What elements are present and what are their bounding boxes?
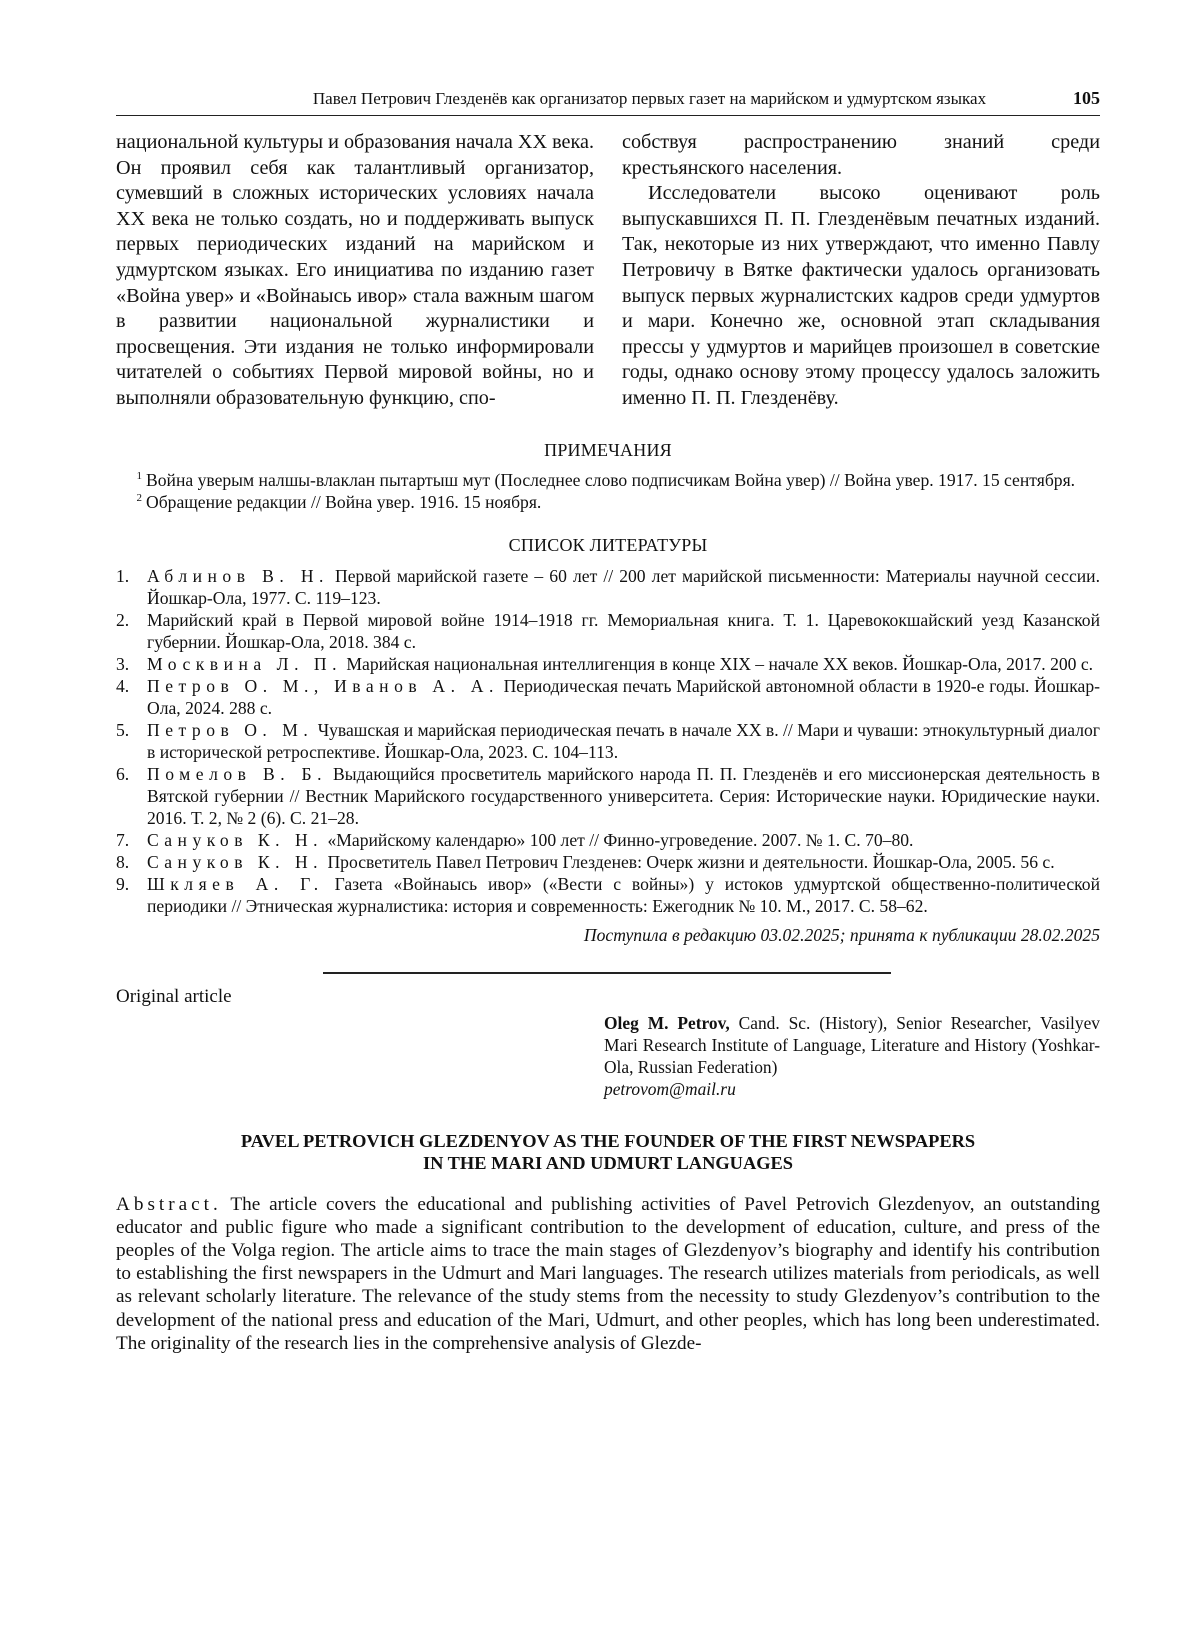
reference-item: [116, 851, 1100, 873]
journal-page: [116, 88, 1100, 1355]
note-marker: 2: [136, 491, 142, 504]
running-header: [116, 88, 1100, 116]
right-column: [622, 130, 1100, 412]
reference-number: 7.: [116, 829, 130, 850]
reference-item: [116, 565, 1100, 609]
reference-text: Чувашская и марийская периодическая печать в начале XX в. // Мари и чуваши: этнокультурный диалог в исторической ретроспективе. Йошкар-Ола, 2023. С. 104–113.: [147, 719, 1100, 762]
notes-heading: ПРИМЕЧАНИЯ: [544, 439, 672, 460]
reference-number: 6.: [116, 763, 130, 784]
english-title-line: IN THE MARI AND UDMURT LANGUAGES: [422, 1153, 794, 1174]
reference-number: 9.: [116, 873, 130, 894]
reference-text: Марийская национальная интеллигенция в конце XIX – начале XX веков. Йошкар-Ола, 2017. 200 с.: [346, 653, 1094, 674]
english-title-line: PAVEL PETROVICH GLEZDENYOV AS THE FOUNDER OF THE FIRST NEWSPAPERS: [240, 1130, 976, 1151]
reference-text: Просветитель Павел Петрович Глезденев: Очерк жизни и деятельности. Йошкар-Ола, 2005. 56 с.: [327, 851, 1055, 872]
reference-item: [116, 763, 1100, 829]
reference-author: Петров О. М., Иванов А. А.: [147, 675, 499, 696]
reference-author: Аблинов В. Н.: [147, 565, 329, 586]
reference-text: «Марийскому календарю» 100 лет // Финно-угроведение. 2007. № 1. С. 70–80.: [327, 829, 914, 850]
article-type: Original article: [116, 985, 232, 1007]
reference-author: Москвина Л. П.: [147, 653, 342, 674]
note-item: [116, 469, 1100, 491]
reference-text: Первой марийской газете – 60 лет // 200 лет марийской письменности: Материалы научной сессии. Йошкар-Ола, 1977. С. 119–123.: [147, 565, 1100, 608]
reference-item: [116, 829, 1100, 851]
reference-author: Сануков К. Н.: [147, 829, 324, 850]
received-note: Поступила в редакцию 03.02.2025; принята к публикации 28.02.2025: [583, 924, 1100, 945]
reference-number: 5.: [116, 719, 130, 740]
reference-item: [116, 609, 1100, 653]
note-text: Обращение редакции // Война увер. 1916. 15 ноября.: [146, 491, 542, 512]
left-column: [116, 130, 594, 412]
body-columns: [116, 130, 1100, 412]
body-paragraph: собствуя распространению знаний среди крестьянского населения.: [622, 131, 1100, 179]
reference-item: [116, 675, 1100, 719]
reference-text: Марийский край в Первой мировой войне 1914–1918 гг. Мемориальная книга. Т. 1. Царевококшайский уезд Казанской губернии. Йошкар-Ола, 2018. 384 с.: [147, 609, 1100, 652]
reference-number: 4.: [116, 675, 130, 696]
section-divider: [323, 972, 891, 974]
reference-author: Помелов В. Б.: [147, 763, 328, 784]
page-number: 105: [1073, 88, 1100, 108]
abstract-text: The article covers the educational and publishing activities of Pavel Petrovich Glezdenyov, an outstanding educator and public figure who made a significant contribution to the development of education, culture, and press of the peoples of the Volga region. The article aims to trace the main stages of Glezdenyov’s biography and identify his contribution to establishing the first newspapers in the Udmurt and Mari languages. The research utilizes materials from periodicals, as well as relevant scholarly literature. The relevance of the study stems from the necessity to study Glezdenyov’s contribution to the development of the national press and education of the Mari, Udmurt, and other peoples, which has long been underestimated. The originality of the research lies in the comprehensive analysis of Glezde-: [116, 1193, 1100, 1354]
reference-text: Периодическая печать Марийской автономной области в 1920-е годы. Йошкар-Ола, 2024. 288 с.: [147, 675, 1100, 718]
references-list: [116, 565, 1100, 917]
reference-item: [116, 873, 1100, 917]
references-heading: СПИСОК ЛИТЕРАТУРЫ: [508, 534, 708, 555]
body-paragraph: национальной культуры и образования начала XX века. Он проявил себя как талантливый организатор, сумевший в сложных исторических условиях начала XX века не только создать, но и поддерживать выпуск первых периодических изданий на марийском и удмуртском языках. Его инициатива по изданию газет «Война увер» и «Войнаысь ивор» стала важным шагом в развитии национальной журналистики и просвещения. Эти издания не только информировали читателей о событиях Первой мировой войны, но и выполняли образовательную функцию, спо-: [116, 131, 594, 409]
reference-author: Шкляев А. Г.: [147, 873, 324, 894]
reference-number: 8.: [116, 851, 130, 872]
notes-list: [116, 469, 1100, 513]
running-title: Павел Петрович Глезденёв как организатор первых газет на марийском и удмуртском языках: [312, 89, 987, 108]
english-title: [116, 1130, 1100, 1175]
author-email[interactable]: petrovom@mail.ru: [604, 1078, 736, 1099]
reference-item: [116, 719, 1100, 763]
reference-number: 3.: [116, 653, 130, 674]
note-item: [116, 491, 1100, 513]
reference-author: Сануков К. Н.: [147, 851, 324, 872]
reference-author: Петров О. М.: [147, 719, 314, 740]
reference-text: Газета «Войнаысь ивор» («Вести с войны») у истоков удмуртской общественно-политической периодики // Этническая журналистика: история и современность: Ежегодник № 10. М., 2017. С. 58–62.: [147, 873, 1101, 916]
body-paragraph: Исследователи высоко оценивают роль выпускавшихся П. П. Глезденёвым печатных изданий. Так, некоторые из них утверждают, что именно Павлу Петровичу в Вятке фактически удалось организовать выпуск первых журналистских кадров среди удмуртов и мари. Конечно же, основной этап складывания прессы у удмуртов и марийцев произошел в советские годы, однако основу этому процессу удалось заложить именно П. П. Глезденёву.: [622, 182, 1100, 409]
reference-text: Выдающийся просветитель марийского народа П. П. Глезденёв и его миссионерская деятельность в Вятской губернии // Вестник Марийского государственного университета. Серия: Исторические науки. Юридические науки. 2016. Т. 2, № 2 (6). С. 21–28.: [147, 763, 1100, 828]
reference-number: 1.: [116, 565, 130, 586]
author-affiliation: Cand. Sc. (History), Senior Researcher, Vasilyev Mari Research Institute of Language, Literature and History (Yoshkar-Ola, Russian Federation): [604, 1012, 1100, 1077]
reference-item: [116, 653, 1100, 675]
author-block: [604, 1012, 1100, 1100]
author-name: Oleg M. Petrov,: [604, 1012, 730, 1033]
abstract-label: Abstract.: [116, 1193, 222, 1215]
note-marker: 1: [136, 469, 142, 482]
abstract: [116, 1193, 1100, 1355]
reference-number: 2.: [116, 609, 130, 630]
note-text: Война уверым налшы-влаклан пытартыш мут (Последнее слово подписчикам Война увер) // Война увер. 1917. 15 сентября.: [146, 469, 1076, 490]
